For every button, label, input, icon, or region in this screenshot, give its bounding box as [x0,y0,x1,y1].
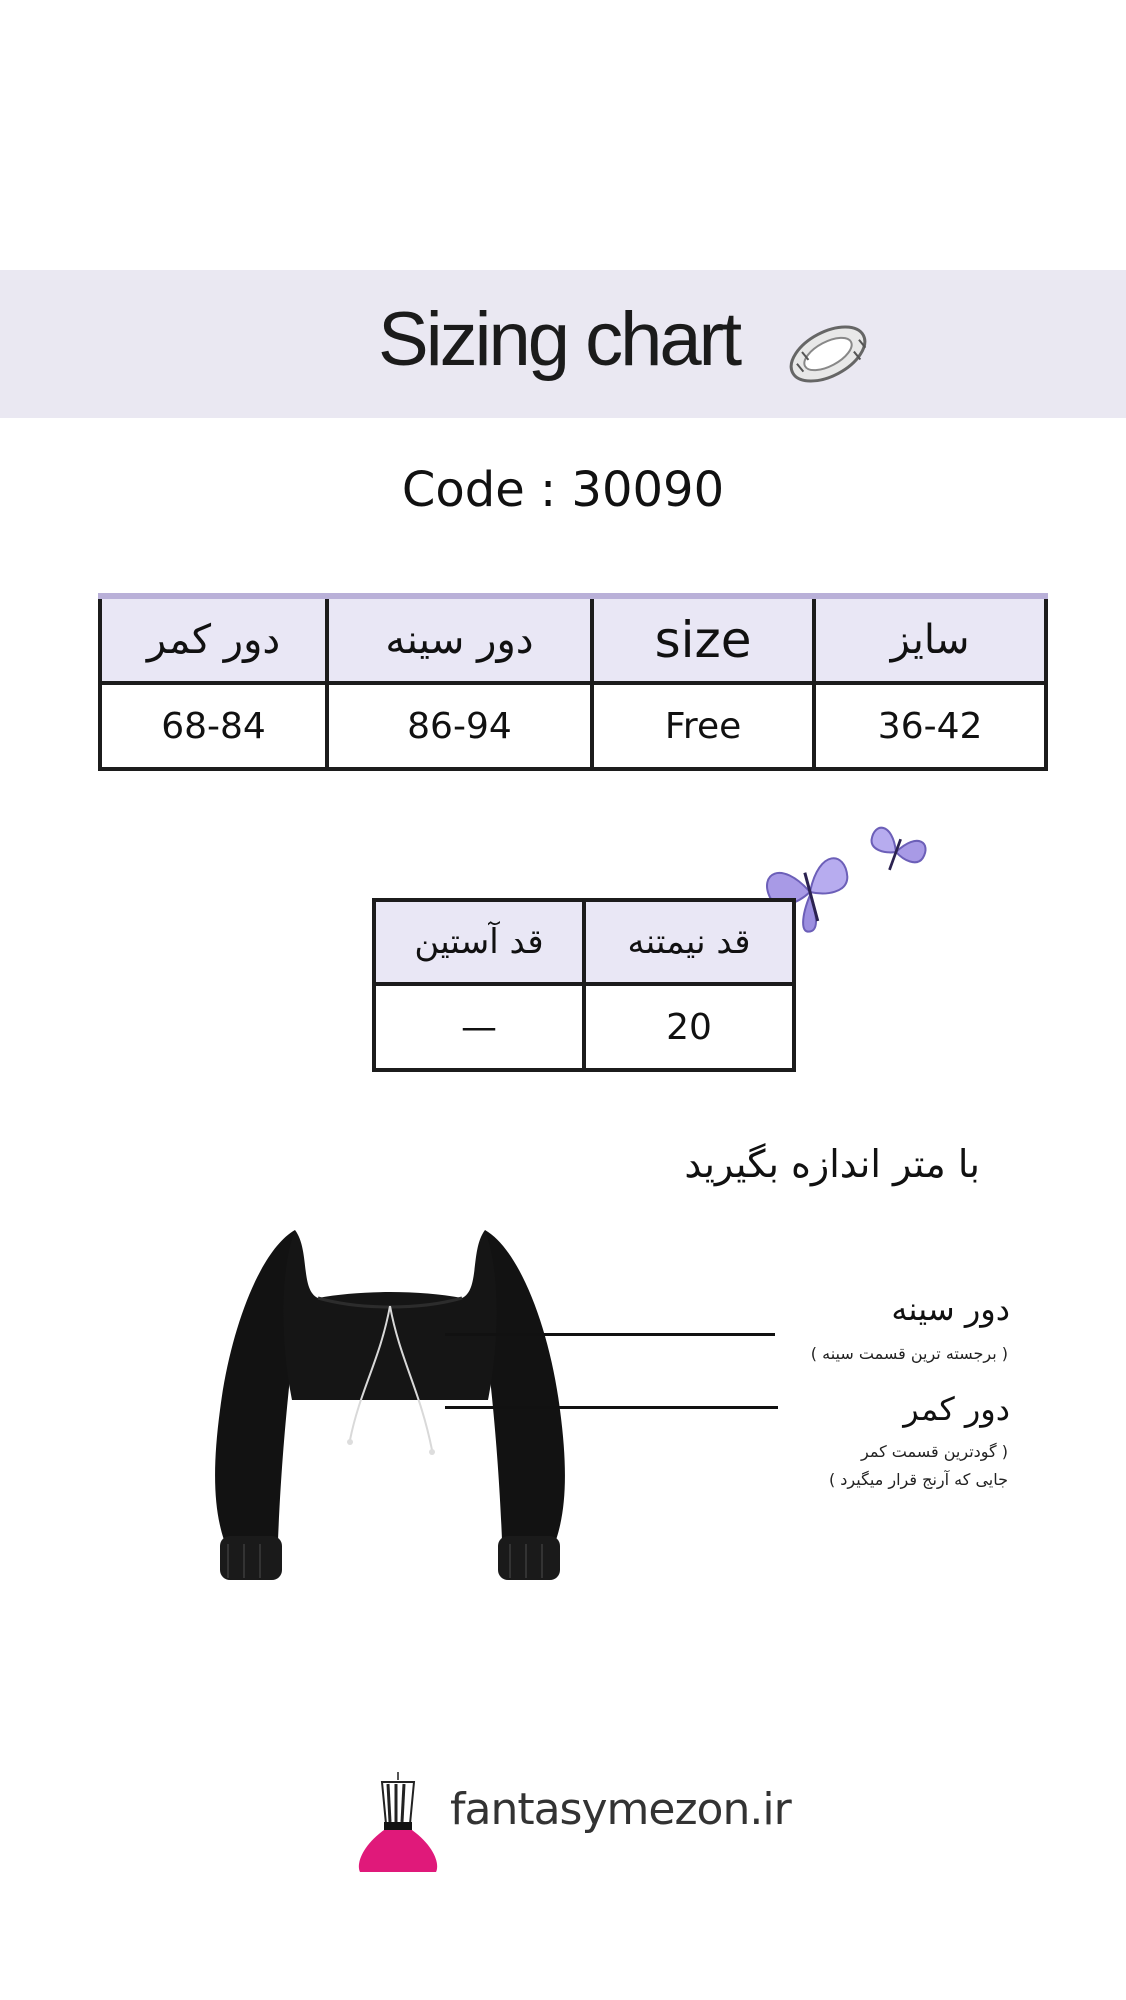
bust-note: ( برجسته ترین قسمت سینه ) [810,1344,1008,1363]
cell-size-fa: 36-42 [814,683,1046,769]
page-title: Sizing chart [378,297,740,382]
butterfly-icon [862,818,930,886]
crop-top-illustration [200,1210,580,1610]
waist-note-1: ( گودترین قسمت کمر [861,1442,1008,1461]
cell-waist: 68-84 [100,683,327,769]
measure-instruction: با متر اندازه بگیرید [684,1142,980,1186]
website-url: fantasymezon.ir [450,1784,791,1835]
measuring-tape-icon [782,314,874,394]
waist-note-2: جایی که آرنج قرار میگیرد ) [828,1470,1008,1489]
header-sleeve-length: قد آستین [374,900,584,984]
header-size-fa: سایز [814,596,1046,683]
table-row [374,984,794,1070]
length-table [372,898,796,1072]
header-waist: دور کمر [100,596,327,683]
waist-label: دور کمر [903,1390,1010,1428]
cell-bust: 86-94 [327,683,592,769]
dress-logo-icon [352,1768,444,1878]
size-table [98,593,1048,771]
bust-label: دور سینه [891,1290,1010,1328]
cell-top-length: 20 [584,984,794,1070]
bust-guide-line [445,1333,775,1336]
cell-sleeve-length: — [374,984,584,1070]
product-code: Code : 30090 [401,462,725,518]
table-header-row [374,900,794,984]
header-top-length: قد نیمتنه [584,900,794,984]
header-bust: دور سینه [327,596,592,683]
table-header-row [100,596,1046,683]
header-size-en: size [592,596,814,683]
table-row [100,683,1046,769]
cell-size-en: Free [592,683,814,769]
